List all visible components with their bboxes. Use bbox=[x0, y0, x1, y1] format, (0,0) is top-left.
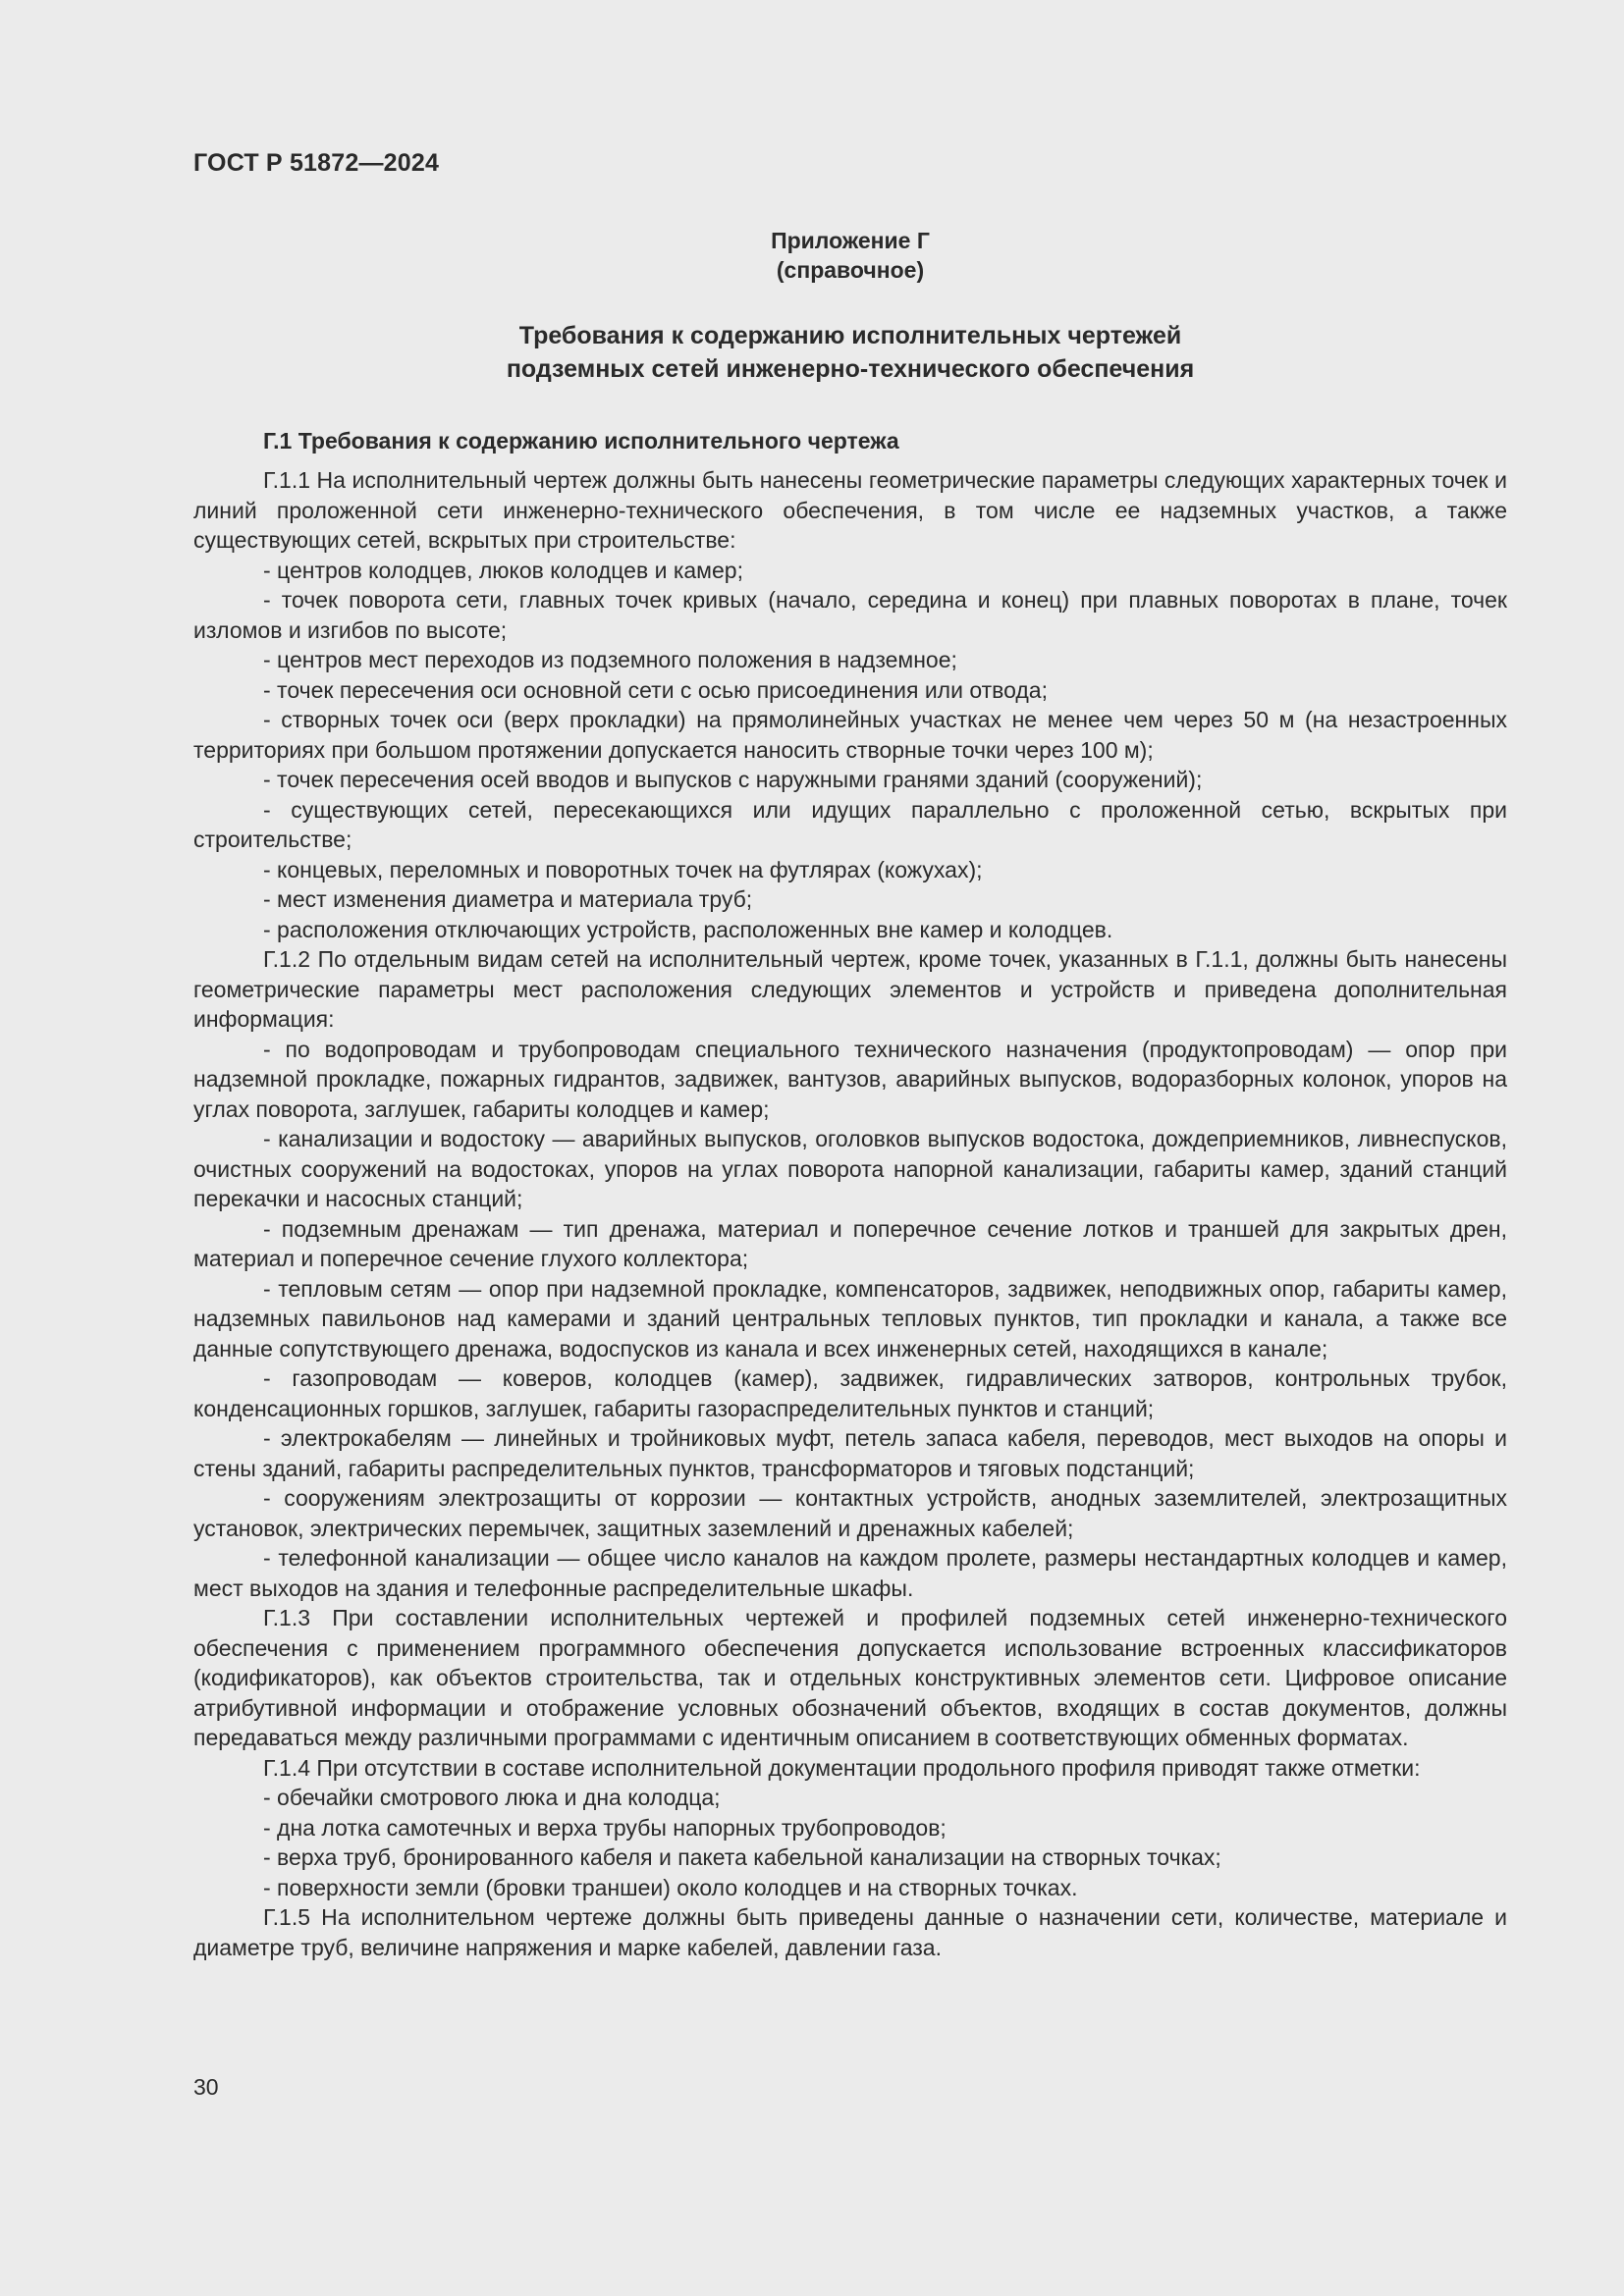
list-item: - электрокабелям — линейных и тройниковых муфт, петель запаса кабеля, переводов, мест выходов на опоры и стены зданий, габариты распределительных пунктов, трансформаторов и тяговых подстанций; bbox=[193, 1425, 1507, 1481]
list-item: - расположения отключающих устройств, расположенных вне камер и колодцев. bbox=[263, 916, 1113, 942]
list-item: - газопроводам — коверов, колодцев (камер), задвижек, гидравлических затворов, контрольных трубок, конденсационных горшков, заглушек, габариты газораспределительных пунктов и станций; bbox=[193, 1365, 1507, 1421]
list-item: - точек поворота сети, главных точек кривых (начало, середина и конец) при плавных поворотах в плане, точек изломов и изгибов по высоте; bbox=[193, 587, 1507, 643]
paragraph: Г.1.2 По отдельным видам сетей на исполнительный чертеж, кроме точек, указанных в Г.1.1, должны быть нанесены геометрические параметры мест расположения следующих элементов и устройств и приведена дополнительная информация: bbox=[193, 946, 1507, 1032]
list-item: - верха труб, бронированного кабеля и пакета кабельной канализации на створных точках; bbox=[263, 1844, 1221, 1870]
list-item: - сооружениям электрозащиты от коррозии — контактных устройств, анодных заземлителей, электрозащитных установок, электрических перемычек, защитных заземлений и дренажных кабелей; bbox=[193, 1485, 1507, 1541]
list-item: - центров мест переходов из подземного положения в надземное; bbox=[263, 647, 957, 672]
annex-name: Приложение Г bbox=[771, 228, 930, 253]
paragraph: Г.1.5 На исполнительном чертеже должны быть приведены данные о назначении сети, количестве, материале и диаметре труб, величине напряжения и марке кабелей, давлении газа. bbox=[193, 1904, 1507, 1960]
section-heading: Г.1 Требования к содержанию исполнительного чертежа bbox=[263, 428, 899, 454]
list-item: - существующих сетей, пересекающихся или идущих параллельно с проложенной сетью, вскрытых при строительстве; bbox=[193, 796, 1507, 852]
paragraph: Г.1.1 На исполнительный чертеж должны быть нанесены геометрические параметры следующих характерных точек и линий проложенной сети инженерно-технического обеспечения, в том числе ее надземных участков, а также существующих сетей, вскрытых при строительстве: bbox=[193, 467, 1507, 553]
list-item: - дна лотка самотечных и верха трубы напорных трубопроводов; bbox=[263, 1814, 947, 1841]
annex-title bbox=[193, 319, 1507, 386]
list-item: - точек пересечения оси основной сети с осью присоединения или отвода; bbox=[263, 676, 1048, 703]
list-item: - мест изменения диаметра и материала труб; bbox=[263, 886, 753, 912]
list-item: - поверхности земли (бровки траншеи) около колодцев и на створных точках. bbox=[263, 1874, 1078, 1900]
list-item: - телефонной канализации — общее число каналов на каждом пролете, размеры нестандартных колодцев и камер, мест выходов на здания и телефонные распределительные шкафы. bbox=[193, 1545, 1507, 1601]
annex-title-line-2: подземных сетей инженерно-технического обеспечения bbox=[506, 355, 1195, 383]
page-number: 30 bbox=[193, 2074, 219, 2100]
list-item: - центров колодцев, люков колодцев и камер; bbox=[263, 557, 743, 583]
list-item: - канализации и водостоку — аварийных выпусков, оголовков выпусков водостока, дождеприемников, ливнеспусков, очистных сооружений на водостоках, упоров на углах поворота напорной канализации, габариты камер, зданий станций перекачки и насосных станций; bbox=[193, 1126, 1507, 1211]
list-item: - подземным дренажам — тип дренажа, материал и поперечное сечение лотков и траншей для закрытых дрен, материал и поперечное сечение глухого коллектора; bbox=[193, 1215, 1507, 1271]
list-item: - точек пересечения осей вводов и выпусков с наружными гранями зданий (сооружений); bbox=[263, 767, 1203, 792]
annex-kind: (справочное) bbox=[776, 257, 925, 283]
document-body bbox=[193, 465, 1507, 1962]
list-item: - тепловым сетям — опор при надземной прокладке, компенсаторов, задвижек, неподвижных опор, габариты камер, надземных павильонов над камерами и зданий центральных тепловых пунктов, тип прокладки и канала, а также все данные сопутствующего дренажа, водоспусков из канала и всех инженерных сетей, находящихся в канале; bbox=[193, 1275, 1507, 1362]
document-code: ГОСТ Р 51872—2024 bbox=[193, 149, 440, 177]
list-item: - концевых, переломных и поворотных точек на футлярах (кожухах); bbox=[263, 856, 983, 882]
paragraph: Г.1.4 При отсутствии в составе исполнительной документации продольного профиля приводят также отметки: bbox=[263, 1754, 1421, 1781]
annex-title-line-1: Требования к содержанию исполнительных чертежей bbox=[518, 322, 1182, 349]
list-item: - по водопроводам и трубопроводам специального технического назначения (продуктопроводам) — опор при надземной прокладке, пожарных гидрантов, задвижек, вантузов, аварийных выпусков, водоразборных колонок, упоров на углах поворота, заглушек, габариты колодцев и камер; bbox=[193, 1036, 1507, 1122]
list-item: - обечайки смотрового люка и дна колодца; bbox=[263, 1785, 721, 1810]
annex-heading bbox=[193, 226, 1507, 285]
paragraph: Г.1.3 При составлении исполнительных чертежей и профилей подземных сетей инженерно-технического обеспечения с применением программного обеспечения допускается использование встроенных классификаторов (кодификаторов), как объектов строительства, так и отдельных конструктивных элементов сети. Цифровое описание атрибутивной информации и отображение условных обозначений объектов, входящих в состав документов, должны передаваться между различными программами с идентичным описанием в соответствующих обменных форматах. bbox=[193, 1605, 1507, 1750]
list-item: - створных точек оси (верх прокладки) на прямолинейных участках не менее чем через 50 м (на незастроенных территориях при большом протяжении допускается наносить створные точки через 100 м); bbox=[193, 707, 1507, 763]
